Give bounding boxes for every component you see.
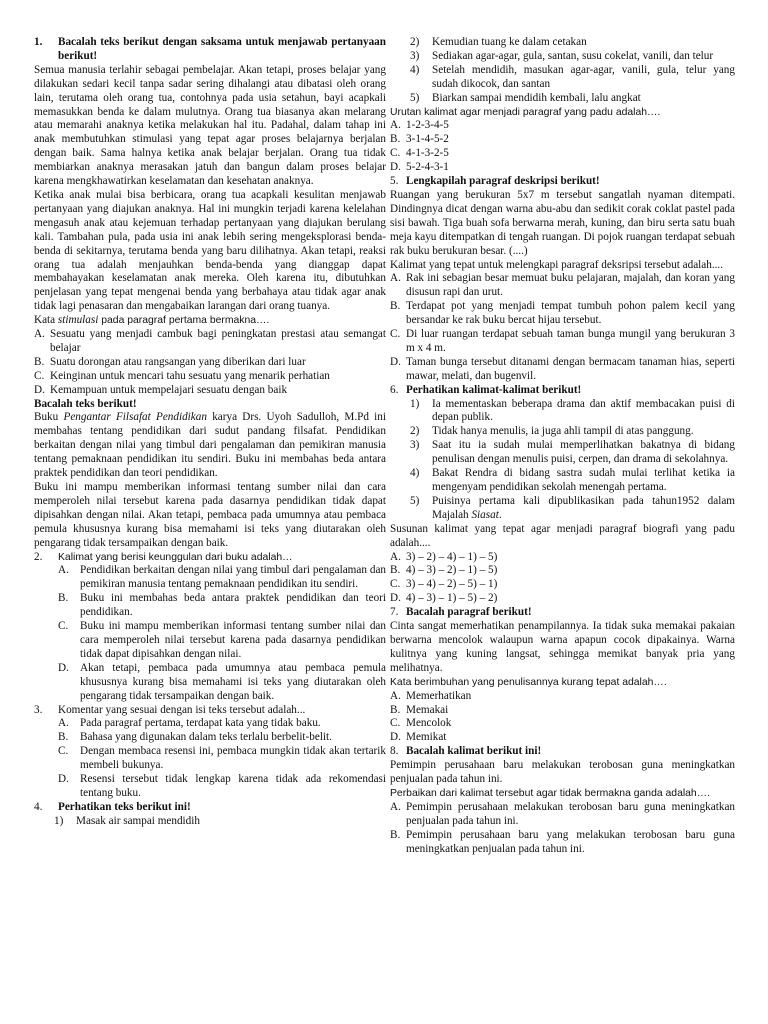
answer-option[interactable]: A. 3) – 2) – 4) – 1) – 5) bbox=[390, 550, 498, 563]
step-item: 3) Sediakan agar-agar, gula, santan, susu cokelat, vanili, dan telur bbox=[410, 49, 714, 62]
question-6-heading: 6. Perhatikan kalimat-kalimat berikut! bbox=[390, 384, 735, 398]
question-number: 1. bbox=[34, 36, 43, 48]
reading-paragraph: Pemimpin perusahaan baru melakukan terobosan guna meningkatkan penjualan pada tahun ini. bbox=[390, 759, 735, 786]
answer-option[interactable]: D. 5-2-4-3-1 bbox=[390, 161, 449, 174]
answer-option[interactable]: D. 4) – 3) – 1) – 5) – 2) bbox=[390, 592, 498, 605]
answer-option[interactable]: C. Mencolok bbox=[390, 717, 452, 730]
answer-option[interactable]: B. Memakai bbox=[390, 703, 449, 716]
answer-option[interactable]: A. Pemimpin perusahaan melakukan terobosan baru guna meningkatkan penjualan pada tahun ini. bbox=[390, 800, 735, 827]
step-item: 1) Masak air sampai mendidih bbox=[54, 814, 200, 827]
question-prompt: Kata stimulasi pada paragraf pertama bermakna…. bbox=[34, 314, 270, 327]
reading-paragraph: Semua manusia terlahir sebagai pembelajar. Akan tetapi, proses belajar yang dilakukan sedari kecil tanpa sadar sering dihalangi atau dibatasi oleh orang lain, terutama oleh orang tua, contohnya pada usia setahun, bayi acapkali memasukkan benda ke dalam mulutnya. Orang tua biasanya akan melarang atau memarahi anaknya ketika melakukan hal itu. Padahal, dalam tahap ini anak membutuhkan stimulasi yang tepat agar proses belajarnya berjalan dengan baik. Sama halnya ketika anak belajar berjalan. Orang tua tidak membiarkan anaknya merasakan jatuh dan bangun dalam proses belajar karena mengkhawatirkan keselamatan dan kesehatan anaknya. bbox=[34, 63, 386, 188]
answer-option[interactable]: C. Di luar ruangan terdapat sebuah taman bunga mungil yang berukuran 3 m x 4 m. bbox=[390, 328, 735, 354]
question-7-heading: 7. Bacalah paragraf berikut! bbox=[390, 606, 735, 620]
sentence-item: 2) Tidak hanya menulis, ia juga ahli tampil di atas panggung. bbox=[410, 425, 694, 438]
question-title: Bacalah kalimat berikut ini! bbox=[406, 745, 542, 758]
question-4-heading: 4. Perhatikan teks berikut ini! bbox=[34, 801, 386, 815]
answer-option[interactable]: D. Taman bunga tersebut ditanami dengan bermacam tanaman hias, seperti mawar, melati, dan bugenvil. bbox=[390, 355, 735, 382]
reading-paragraph: Buku Pengantar Filsafat Pendidikan karya Drs. Uyoh Sadulloh, M.Pd ini membahas tentang pendidikan dari sudut pandang filsafat. Pendidikan berkaitan dengan nilai yang timbul dari pengalaman dan pemikiran manusia tentang pemaknaan pendidikan itu sendiri. Buku ini membahas beda antara praktek pendidikan dan teori pendidikan. bbox=[34, 411, 386, 480]
answer-option[interactable]: C. 4-1-3-2-5 bbox=[390, 147, 449, 160]
answer-option[interactable]: C. 3) – 4) – 2) – 5) – 1) bbox=[390, 578, 498, 591]
question-title: Perhatikan teks berikut ini! bbox=[58, 800, 191, 813]
answer-option[interactable]: B. Pemimpin perusahaan baru yang melakukan terobosan baru guna meningkatkan penjualan pada tahun ini. bbox=[390, 828, 735, 855]
question-title: Perhatikan kalimat-kalimat berikut! bbox=[406, 383, 582, 396]
answer-option[interactable]: A. Sesuatu yang menjadi cambuk bagi peningkatan prestasi atau semangat belajar bbox=[34, 328, 386, 354]
section-title: Bacalah teks berikut! bbox=[34, 397, 137, 410]
answer-option[interactable]: B. Buku ini membahas beda antara praktek pendidikan dan teori pendidikan. bbox=[58, 592, 386, 619]
question-8-heading: 8. Bacalah kalimat berikut ini! bbox=[390, 745, 735, 759]
answer-option[interactable]: B. Suatu dorongan atau rangsangan yang diberikan dari luar bbox=[34, 355, 306, 368]
question-title: Lengkapilah paragraf deskripsi berikut! bbox=[406, 175, 600, 188]
question-5-heading: 5. Lengkapilah paragraf deskripsi berikut! bbox=[390, 175, 735, 189]
answer-option[interactable]: C. Buku ini mampu memberikan informasi tentang sumber nilai dan cara memperoleh nilai tersebut karena pada dasarnya pendidikan tidak dapat dipisahkan dengan nilai. bbox=[58, 620, 386, 660]
question-prompt: Susunan kalimat yang tepat agar menjadi paragraf biografi yang padu adalah.... bbox=[390, 522, 735, 549]
answer-option[interactable]: C. Keinginan untuk mencari tahu sesuatu yang menarik perhatian bbox=[34, 369, 330, 382]
answer-option[interactable]: A. Rak ini sebagian besar memuat buku pelajaran, majalah, dan koran yang disusun rapi dan urut. bbox=[390, 272, 735, 299]
answer-option[interactable]: D. Memikat bbox=[390, 731, 447, 744]
answer-option[interactable]: B. Bahasa yang digunakan dalam teks terlalu berbelit-belit. bbox=[58, 731, 332, 744]
reading-paragraph: Ruangan yang berukuran 5x7 m tersebut sangatlah nyaman ditempati. Dindingnya dicat dengan warna abu-abu dan sedikit corak coklat pastel pada sisi bawah. Tiga buah sofa berwarna merah, kuning, dan biru serta satu buah meja kayu ditempatkan di tengah ruangan. Di pojok ruangan terdapat sebuah rak buku berukuran besar. (....) bbox=[390, 188, 735, 257]
question-prompt: Komentar yang sesuai dengan isi teks tersebut adalah... bbox=[58, 703, 306, 716]
sentence-item: 3) Saat itu ia sudah mulai memperlihatkan bakatnya di bidang penulisan dengan menulis puisi, cerpen, dan drama di sekolahnya. bbox=[410, 439, 735, 466]
question-title: Bacalah teks berikut dengan saksama untuk menjawab pertanyaan berikut! bbox=[58, 36, 386, 62]
sentence-item: 5) Puisinya pertama kali dipublikasikan pada tahun1952 dalam Majalah Siasat. bbox=[410, 494, 735, 521]
answer-option[interactable]: A. 1-2-3-4-5 bbox=[390, 119, 449, 132]
step-item: 2) Kemudian tuang ke dalam cetakan bbox=[410, 36, 587, 48]
answer-option[interactable]: B. 3-1-4-5-2 bbox=[390, 133, 449, 146]
left-column bbox=[34, 36, 386, 829]
step-item: 5) Biarkan sampai mendidih kembali, lalu angkat bbox=[410, 91, 641, 104]
question-prompt: Kalimat yang tepat untuk melengkapi paragraf deksripsi tersebut adalah.... bbox=[390, 258, 724, 271]
answer-option[interactable]: A. Pada paragraf pertama, terdapat kata yang tidak baku. bbox=[58, 717, 321, 730]
question-2-heading: 2. Kalimat yang berisi keunggulan dari buku adalah… bbox=[34, 551, 386, 565]
answer-option[interactable]: D. Resensi tersebut tidak lengkap karena tidak ada rekomendasi tentang buku. bbox=[58, 773, 386, 799]
question-title: Bacalah paragraf berikut! bbox=[406, 606, 532, 619]
answer-option[interactable]: C. Dengan membaca resensi ini, pembaca mungkin tidak akan tertarik membeli bukunya. bbox=[58, 745, 386, 772]
answer-option[interactable]: A. Memerhatikan bbox=[390, 689, 472, 702]
question-prompt: Kalimat yang berisi keunggulan dari buku adalah… bbox=[58, 551, 293, 563]
answer-option[interactable]: B. 4) – 3) – 2) – 1) – 5) bbox=[390, 564, 498, 577]
question-1-heading bbox=[34, 36, 386, 64]
question-prompt: Kata berimbuhan yang penulisannya kurang tepat adalah…. bbox=[390, 676, 667, 688]
question-3-heading: 3. Komentar yang sesuai dengan isi teks tersebut adalah... bbox=[34, 704, 386, 718]
reading-paragraph: Cinta sangat memerhatikan penampilannya. Ia tidak suka memakai pakaian berwarna mencolok walaupun warna apapun cocok dipakainya. Warna kulitnya yang kuning langsat, sehingga memikat banyak pria yang melihatnya. bbox=[390, 620, 735, 674]
answer-option[interactable]: D. Akan tetapi, pembaca pada umumnya atau pembaca pemula khususnya kurang bisa memahami isi teks yang diutarakan oleh pengarang tidak tersampaikan dengan baik. bbox=[58, 661, 386, 702]
right-column bbox=[390, 36, 735, 856]
answer-option[interactable]: D. Kemampuan untuk mempelajari sesuatu dengan baik bbox=[34, 383, 288, 396]
reading-paragraph: Ketika anak mulai bisa berbicara, orang tua acapkali kesulitan menjawab pertanyaan yang diajukan anaknya. Hal ini mungkin terjadi karena kelelahan mengasuh anak atau kejemuan terhadap pertanyaan yang diajukan berulang kali. Tambahan pula, pada usia ini anak lebih sering mengeksplorasi benda-benda di sekitarnya, terutama benda yang baru dilihatnya. Akan tetapi, reaksi orang tua adalah menjauhkan benda-benda yang dianggap dapat membahayakan keselamatan anak mereka. Oleh karena itu, dibutuhkan penjelasan yang tepat mengenai benda yang berbahaya atau tidak agar anak tidak lagi penasaran dan mengabaikan larangan dari orang tuanya. bbox=[34, 188, 386, 313]
question-prompt: Perbaikan dari kalimat tersebut agar tidak bermakna ganda adalah…. bbox=[390, 787, 710, 799]
sentence-item: 4) Bakat Rendra di bidang sastra sudah mulai terlihat ketika ia mengenyam pendidikan sekolah menengah pertama. bbox=[410, 467, 735, 493]
reading-paragraph: Buku ini mampu memberikan informasi tentang sumber nilai dan cara memperoleh nilai tersebut karena pada dasarnya pendidikan tidak dapat dipisahkan dengan nilai. Akan tetapi, pembaca pada umumnya atau pembaca pemula khususnya kurang bisa memahami isi teks yang diutarakan oleh pengarang tidak tersampaikan dengan baik. bbox=[34, 481, 386, 549]
answer-option[interactable]: A. Pendidikan berkaitan dengan nilai yang timbul dari pengalaman dan pemikiran manusia tentang pemaknaan pendidikan itu sendiri. bbox=[58, 564, 386, 591]
question-prompt: Urutan kalimat agar menjadi paragraf yang padu adalah…. bbox=[390, 106, 661, 118]
sentence-item: 1) Ia mementaskan beberapa drama dan aktif membacakan puisi di depan publik. bbox=[410, 397, 735, 424]
question-1-options bbox=[34, 328, 386, 398]
answer-option[interactable]: B. Terdapat pot yang menjadi tempat tumbuh pohon palem kecil yang bersandar ke rak buku bercat hijau tersebut. bbox=[390, 300, 735, 327]
step-item: 4) Setelah mendidih, masukan agar-agar, vanili, gula, telur yang sudah dikocok, dan santan bbox=[410, 63, 735, 90]
